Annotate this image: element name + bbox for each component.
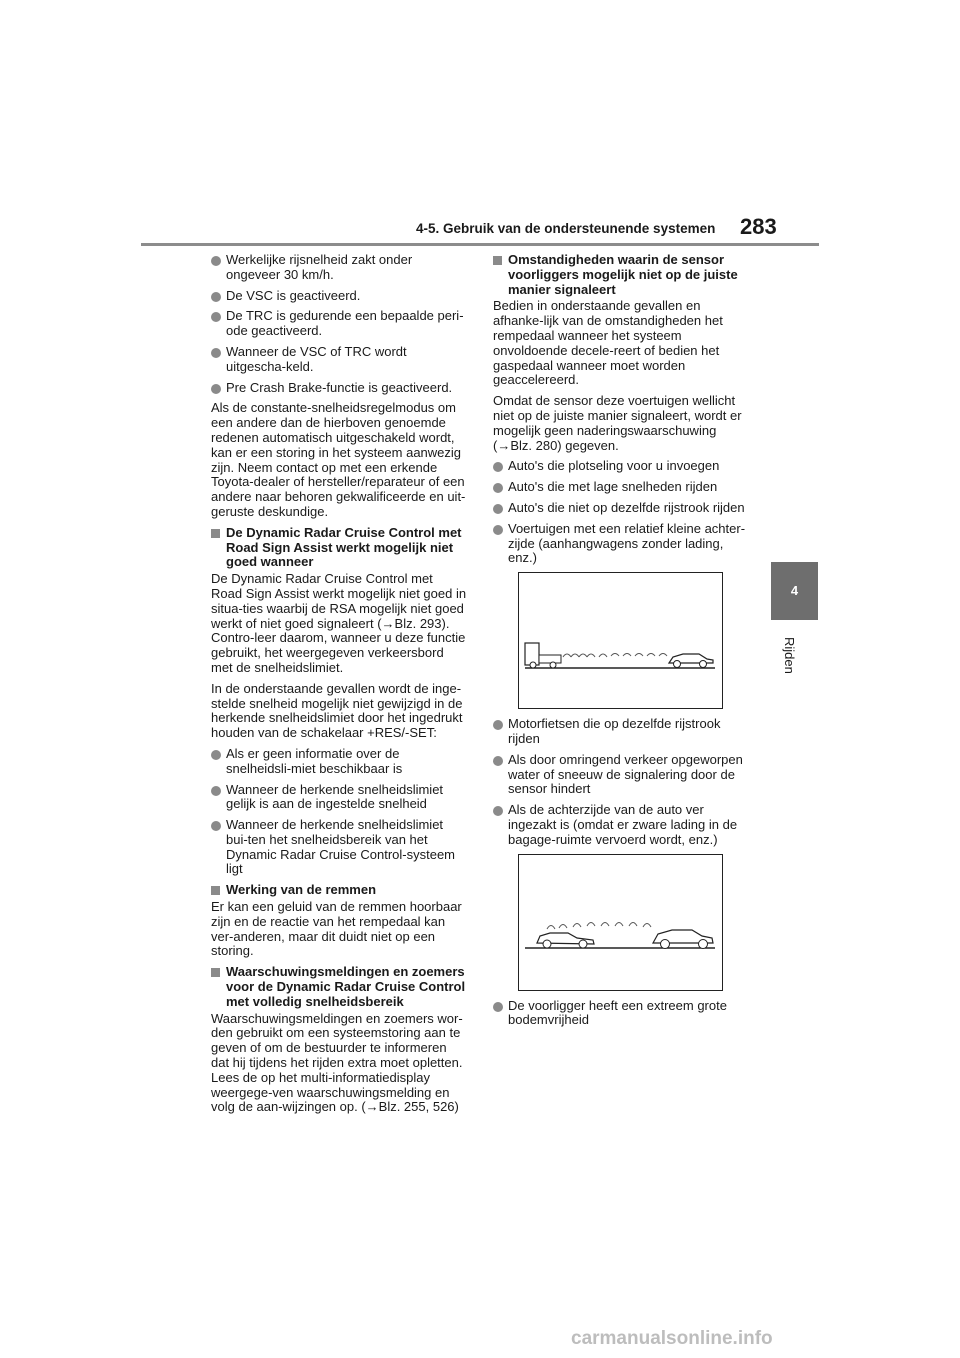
subheading: Waarschuwingsmeldingen en zoemers voor de Dynamic Radar Cruise Control met volledig snelheidsbereik <box>211 965 467 1009</box>
subheading: Werking van de remmen <box>211 883 467 898</box>
list-item: Auto's die plotseling voor u invoegen <box>493 459 749 474</box>
paragraph: Waarschuwingsmeldingen en zoemers wor-den gebruikt om een systeemstoring aan te geven of om de bestuurder te informeren dat hij tijdens het rijden extra moet opletten. Lees de op het multi-informatiedisplay weergege-ven waarschuwingsmelding en volg de aan-wijzingen op. (→Blz. 255, 526) <box>211 1010 463 1115</box>
list-item: Wanneer de VSC of TRC wordt uitgescha-keld. <box>211 345 467 375</box>
right-column <box>493 253 749 1034</box>
watermark: carmanualsonline.info <box>571 1328 773 1349</box>
list-item: Auto's die met lage snelheden rijden <box>493 480 749 495</box>
page-number: 283 <box>740 214 777 239</box>
paragraph: Bedien in onderstaande gevallen en afhanke-lijk van de omstandigheden het rempedaal wanneer het systeem onvoldoende decele-reert of bedien het gaspedaal wanneer moet worden geaccelereerd. <box>493 298 723 388</box>
list-item: Wanneer de herkende snelheidslimiet gelijk is aan de ingestelde snelheid <box>211 783 467 813</box>
paragraph: De Dynamic Radar Cruise Control met Road Sign Assist werkt mogelijk niet goed in situa-ties waarbij de RSA mogelijk niet goed werkt of niet goed signaleert (→Blz. 293). Contro-leer daarom, wanneer u deze functie gebruikt, het weergegeven verkeersbord met de snelheidslimiet. <box>211 571 467 675</box>
chapter-label: Rijden <box>782 637 797 674</box>
paragraph: In de onderstaande gevallen wordt de inge-stelde snelheid mogelijk niet gewijzigd in de herkende snelheidslimiet door het ingedrukt houden van de schakelaar +RES/-SET: <box>211 680 463 741</box>
list-item: Als er geen informatie over de snelheidsli-miet beschikbaar is <box>211 747 467 777</box>
list-item: Werkelijke rijsnelheid zakt onder ongeveer 30 km/h. <box>211 253 467 283</box>
left-column <box>211 253 467 1121</box>
paragraph: Als de constante-snelheidsregelmodus om een andere dan de hierboven genoemde redenen automatisch uitgeschakeld wordt, kan er een storing in het systeem aanwezig zijn. Neem contact op met een erkende Toyota-dealer of hersteller/reparateur of een andere naar behoren gekwalificeerde en uit-geruste deskundige. <box>211 400 466 519</box>
illustration-trailer <box>518 572 723 709</box>
sagging-car-illustration <box>519 855 722 990</box>
paragraph: Er kan een geluid van de remmen hoorbaar zijn en de reactie van het rempedaal kan ver-anderen, maar dit duidt niet op een storing. <box>211 899 462 959</box>
subheading: De Dynamic Radar Cruise Control met Road Sign Assist werkt mogelijk niet goed wanneer <box>211 526 467 570</box>
list-item: De VSC is geactiveerd. <box>211 289 467 304</box>
chapter-tab: 4 <box>771 562 818 620</box>
paragraph: Omdat de sensor deze voertuigen wellicht niet op de juiste manier signaleert, wordt er mogelijk geen naderingswaarschuwing (→Blz. 280) gegeven. <box>493 393 742 453</box>
list-item: Wanneer de herkende snelheidslimiet bui-ten het snelheidsbereik van het Dynamic Radar Cruise Control-systeem ligt <box>211 818 467 877</box>
list-item: Auto's die niet op dezelfde rijstrook rijden <box>493 501 749 516</box>
illustration-sagging-car <box>518 854 723 991</box>
list-item: Als de achterzijde van de auto ver ingezakt is (omdat er zware lading in de bagage-ruimte vervoerd wordt, enz.) <box>493 803 749 847</box>
trailer-illustration <box>519 573 722 708</box>
subheading: Omstandigheden waarin de sensor voorliggers mogelijk niet op de juiste manier signaleert <box>493 253 749 297</box>
list-item: De voorligger heeft een extreem grote bodemvrijheid <box>493 999 749 1029</box>
section-title: 4-5. Gebruik van de ondersteunende systemen <box>416 221 716 236</box>
list-item: Voertuigen met een relatief kleine achter-zijde (aanhangwagens zonder lading, enz.) <box>493 522 749 566</box>
list-item: Pre Crash Brake-functie is geactiveerd. <box>211 381 467 396</box>
list-item: De TRC is gedurende een bepaalde peri-ode geactiveerd. <box>211 309 467 339</box>
list-item: Motorfietsen die op dezelfde rijstrook rijden <box>493 717 749 747</box>
header-rule <box>141 243 819 246</box>
list-item: Als door omringend verkeer opgeworpen water of sneeuw de signalering door de sensor hindert <box>493 753 749 797</box>
